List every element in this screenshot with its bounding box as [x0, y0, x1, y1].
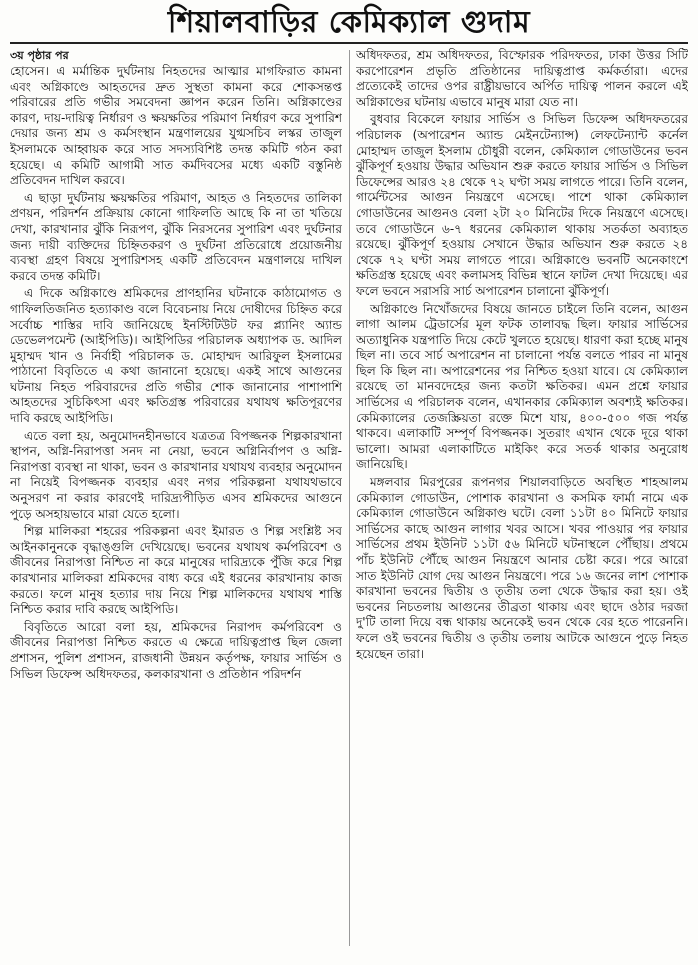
right-paragraph-2: বুধবার বিকেলে ফায়ার সার্ভিস ও সিভিল ডিফেন্স অধিদফতরের পরিচালক (অপারেশন অ্যান্ড মেইনটেন্যান্স) লেফটেন্যান্ট কর্নেল মোহাম্মদ তাজুল ইসলাম চৌধুরী বলেন, কেমিক্যাল গোডাউনের ভবন ঝুঁকিপূর্ণ হওয়ায় উদ্ধার অভিযান শুরু করতে ফায়ার সার্ভিস ও সিভিল ডিফেন্সের আরও ২৪ থেকে ৭২ ঘণ্টা সময় লাগতে পারে। তিনি বলেন, গার্মেন্টসের আগুন নিয়ন্ত্রণে এসেছে। পাশে থাকা কেমিক্যাল গোডাউনের আগুনও বেলা ২টা ২০ মিনিটের দিকে নিয়ন্ত্রণে এসেছে। তবে গোডাউনে ৬-৭ ধরনের কেমিক্যাল থাকায় সতর্কতা অব্যাহত রয়েছে। ঝুঁকিপূর্ণ হওয়ায় সেখানে উদ্ধার অভিযান শুরু করতে ২৪ থেকে ৭২ ঘণ্টা সময় লাগতে পারে। অগ্নিকাণ্ডে ভবনটি অনেকাংশে ক্ষতিগ্রস্ত হয়েছে এবং কলামসহ বিভিন্ন স্থানে ফাটল দেখা দিয়েছে। এর ফলে ভবনে সরাসরি সার্চ অপারেশন চালানো ঝুঁকিপূর্ণ।	[356, 112, 688, 298]
column-divider	[349, 50, 350, 946]
left-column	[10, 48, 342, 948]
left-paragraph-4: এতে বলা হয়, অনুমোদনহীনভাবে যত্রতত্র বিপজ্জনক শিল্পকারখানা স্থাপন, অগ্নি-নিরাপত্তা সনদ না নেয়া, ভবনে অগ্নিনির্বাপণ ও অগ্নি-নিরাপত্তা ব্যবস্থা না থাকা, ভবন ও কারখানার যথাযথ ব্যবহার অনুমোদন না নিয়েই বিপজ্জনক ব্যবহার এবং নগর পরিকল্পনা যথাযথভাবে অনুসরণ না করার কারণেই দারিদ্র্যপীড়িত এসব শ্রমিকদের আগুনে পুড়ে অসহায়ভাবে মারা যেতে হলো।	[10, 428, 342, 521]
continuation-label: ৩য় পৃষ্ঠার পর	[10, 49, 69, 62]
left-paragraph-2: এ ছাড়া দুর্ঘটনায় ক্ষয়ক্ষতির পরিমাণ, আহত ও নিহতদের তালিকা প্রণয়ন, পরিদর্শন প্রক্রিয়ায় কোনো গাফিলতি আছে কি না তা খতিয়ে দেখা, কারখানার ঝুঁকি নিরূপণ, ঝুঁকি নিরসনের সুপারিশ এবং দুর্ঘটনার জন্য দায়ী ব্যক্তিদের চিহ্নিতকরণ ও দুর্ঘটনা প্রতিরোধে প্রয়োজনীয় ব্যবস্থা গ্রহণ বিষয়ে সুপারিশসহ একটি প্রতিবেদন মন্ত্রণালয়ে দাখিল করবে তদন্ত কমিটি।	[10, 190, 342, 283]
headline-rule	[10, 42, 688, 44]
left-paragraph-6: বিবৃতিতে আরো বলা হয়, শ্রমিকদের নিরাপদ কর্মপরিবেশ ও জীবনের নিরাপত্তা নিশ্চিত করতে এ ক্ষেত্রে দায়িত্বপ্রাপ্ত ছিল জেলা প্রশাসন, পুলিশ প্রশাসন, রাজধানী উন্নয়ন কর্তৃপক্ষ, ফায়ার সার্ভিস ও সিভিল ডিফেন্স অধিদফতর, কলকারখানা ও প্রতিষ্ঠান পরিদর্শন	[10, 619, 342, 681]
right-paragraph-1: অধিদফতর, শ্রম অধিদফতর, বিস্ফোরক পরিদফতর, ঢাকা উত্তর সিটি করপোরেশন প্রভৃতি প্রতিষ্ঠানের দায়িত্বপ্রাপ্ত কর্মকর্তারা। এদের প্রত্যেকেই তাদের ওপর রাষ্ট্রীয়ভাবে অর্পিত দায়িত্ব পালন করলে এই অগ্নিকাণ্ডের ঘটনায় এভাবে মানুষ মারা যেত না।	[356, 48, 688, 109]
left-paragraph-5: শিল্প মালিকরা শহরের পরিকল্পনা এবং ইমারত ও শিল্প সংশ্লিষ্ট সব আইনকানুনকে বৃদ্ধাঙ্গুলি দেখিয়েছে। ভবনের যথাযথ কর্মপরিবেশ ও জীবনের নিরাপত্তা নিশ্চিত না করে মানুষের দারিদ্র্যকে পুঁজি করে শিল্প কারখানার মালিকরা শ্রমিকদের বাধ্য করে এই ধরনের কারখানায় কাজ করতে। ফলে মানুষ হত্যার দায় নিয়ে শিল্প মালিকদের যথাযথ শাস্তি নিশ্চিত করার দাবি করছে আইপিডি।	[10, 524, 342, 617]
headline: শিয়ালবাড়ির কেমিক্যাল গুদাম	[167, 5, 531, 40]
right-column	[356, 48, 688, 948]
left-paragraph-1: হোসেন। এ মর্মান্তিক দুর্ঘটনায় নিহতদের আত্মার মাগফিরাত কামনা এবং অগ্নিকাণ্ডে আহতদের দ্রুত সুস্থতা কামনা করে শোকসন্তপ্ত পরিবারের প্রতি গভীর সমবেদনা জ্ঞাপন করেন তিনি। অগ্নিকাণ্ডের কারণ, দায়-দায়িত্ব নির্ধারণ ও ক্ষয়ক্ষতির পরিমাণ নির্ধারণ করে সুপারিশ দেয়ার জন্য শ্রম ও কর্মসংস্থান মন্ত্রণালয়ের যুগ্মসচিব লস্কর তাজুল ইসলামকে আহ্বায়ক করে সাত সদস্যবিশিষ্ট তদন্ত কমিটি গঠন করা হয়েছে। এ কমিটি আগামী সাত কর্মদিবসের মধ্যে একটি বস্তুনিষ্ঠ প্রতিবেদন দাখিল করবে।	[10, 64, 342, 188]
right-paragraph-4: মঙ্গলবার মিরপুরের রূপনগর শিয়ালবাড়িতে অবস্থিত শাহআলম কেমিক্যাল গোডাউন, পোশাক কারখানা ও কসমিক ফার্মা নামে এক কেমিক্যাল গোডাউনে অগ্নিকাণ্ড ঘটে। বেলা ১১টা ৪০ মিনিটে ফায়ার সার্ভিসের কাছে আগুন লাগার খবর আসে। খবর পাওয়ার পর ফায়ার সার্ভিসের প্রথম ইউনিট ১১টা ৫৬ মিনিটে ঘটনাস্থলে পৌঁছায়। প্রথমে পাঁচ ইউনিট পৌঁছে আগুন নিয়ন্ত্রণে আনার চেষ্টা করে। পরে আরো সাত ইউনিট যোগ দেয় আগুন নিয়ন্ত্রণে। পরে ১৬ জনের লাশ পোশাক কারখানা ভবনের দ্বিতীয় ও তৃতীয় তলা থেকে উদ্ধার করা হয়। ওই ভবনের নিচতলায় আগুনের তীব্রতা থাকায় এবং ছাদে ওঠার দরজা দু'টি তালা দিয়ে বন্ধ থাকায় অনেকেই ভবন থেকে বের হতে পারেননি। ফলে ওই ভবনের দ্বিতীয় ও তৃতীয় তলায় আটকে আগুনে পুড়ে নিহত হয়েছেন তারা।	[356, 475, 688, 661]
left-paragraph-3: এ দিকে অগ্নিকাণ্ডে শ্রমিকদের প্রাণহানির ঘটনাকে কাঠামোগত ও গাফিলতিজনিত হত্যাকাণ্ড বলে বিবেচনায় নিয়ে দোষীদের চিহ্নিত করে সর্বোচ্চ শাস্তির দাবি জানিয়েছে ইনস্টিটিউট ফর প্ল্যানিং অ্যান্ড ডেভেলপমেন্ট (আইপিডি)। আইপিডির পরিচালক অধ্যাপক ড. আদিল মুহাম্মদ খান ও নির্বাহী পরিচালক ড. মোহাম্মদ আরিফুল ইসলামের পাঠানো বিবৃতিতে এ কথা জানানো হয়েছে। একই সাথে আগুনের ঘটনায় নিহত পরিবারদের প্রতি গভীর শোক জানানোর পাশাপাশি আহতদের সুচিকিৎসা এবং ক্ষতিগ্রস্ত পরিবারের যথাযথ ক্ষতিপূরণের দাবি করছে আইপিডি।	[10, 286, 342, 426]
article-columns	[10, 48, 688, 948]
right-paragraph-3: অগ্নিকাণ্ডে নিখোঁজদের বিষয়ে জানতে চাইলে তিনি বলেন, আগুন লাগা আলম ট্রেডার্সের মূল ফটক তালাবদ্ধ ছিল। ফায়ার সার্ভিসের অত্যাধুনিক যন্ত্রপাতি দিয়ে কেটে খুলতে হয়েছে। ধারণা করা হচ্ছে মানুষ ছিল না। তবে সার্চ অপারেশন না চালানো পর্যন্ত বলতে পারব না মানুষ ছিল কি ছিল না। অপারেশনের পর নিশ্চিত হওয়া যাবে। যে কেমিক্যাল রয়েছে তা মানবদেহের জন্য কতটা ক্ষতিকর। এমন প্রশ্নে ফায়ার সার্ভিসের এ পরিচালক বলেন, এখানকার কেমিক্যাল অবশ্যই ক্ষতিকর। কেমিক্যালের তেজস্ক্রিয়তা রক্তে মিশে যায়, ৪০০-৫০০ গজ পর্যন্ত থাকবে। এলাকাটি সম্পূর্ণ বিপজ্জনক। সুতরাং এখান থেকে দূরে থাকা ভালো। আমরা এলাকাটিতে মাইকিং করে সতর্ক থাকার অনুরোধ জানিয়েছি।	[356, 301, 688, 472]
